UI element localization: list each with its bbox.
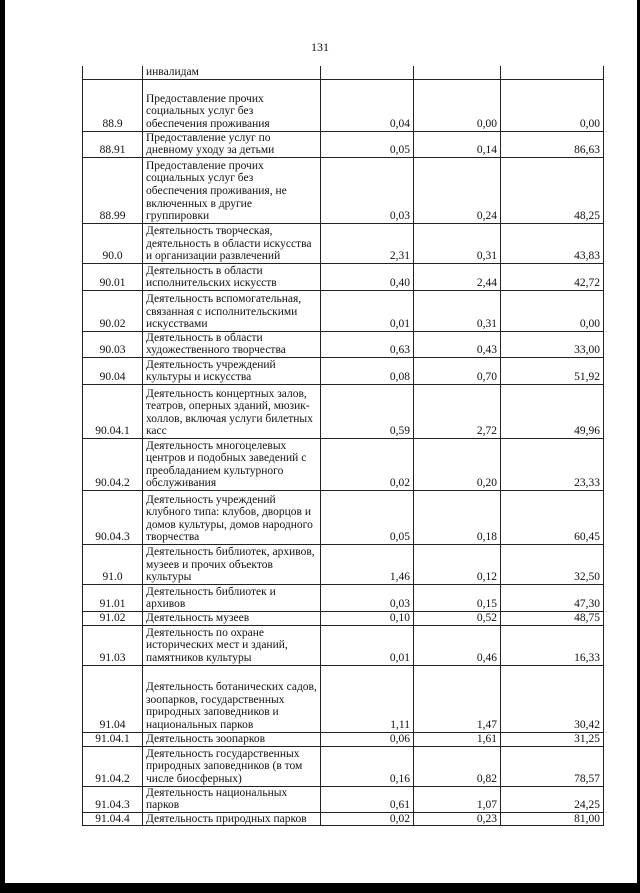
row-value-1: 0,04	[321, 79, 414, 131]
row-code: 88.91	[83, 131, 143, 157]
row-value-2: 0,70	[414, 357, 501, 384]
row-value-3: 48,25	[501, 157, 604, 223]
row-value-3: 78,57	[501, 746, 604, 786]
page-number: 131	[311, 40, 329, 54]
row-value-1: 0,01	[321, 290, 414, 331]
table-row	[83, 263, 604, 290]
row-value-2: 1,07	[414, 786, 501, 812]
row-value-3: 33,00	[501, 331, 604, 357]
row-code: 90.02	[83, 290, 143, 331]
row-code: 90.04.1	[83, 384, 143, 438]
table-row	[83, 357, 604, 384]
row-value-2	[414, 66, 501, 79]
row-name: Деятельность зоопарков	[143, 732, 321, 746]
row-code: 90.03	[83, 331, 143, 357]
row-value-3: 48,75	[501, 611, 604, 625]
row-code: 91.03	[83, 625, 143, 665]
row-value-2: 2,72	[414, 384, 501, 438]
row-value-1: 0,02	[321, 438, 414, 490]
row-value-1: 0,03	[321, 584, 414, 611]
row-value-2: 0,46	[414, 625, 501, 665]
row-value-3: 49,96	[501, 384, 604, 438]
row-code: 90.04	[83, 357, 143, 384]
row-name: Деятельность национальных парков	[143, 786, 321, 812]
table-row	[83, 384, 604, 438]
row-code: 90.0	[83, 223, 143, 263]
row-code: 90.04.2	[83, 438, 143, 490]
row-code: 91.0	[83, 544, 143, 584]
row-code: 88.9	[83, 79, 143, 131]
row-name: Деятельность в области художественного творчества	[143, 331, 321, 357]
row-value-3: 32,50	[501, 544, 604, 584]
table-row	[83, 625, 604, 665]
row-value-2: 0,31	[414, 290, 501, 331]
row-value-1: 0,03	[321, 157, 414, 223]
table-row	[83, 290, 604, 331]
row-code: 91.04	[83, 665, 143, 732]
row-value-1: 0,02	[321, 812, 414, 826]
row-value-3: 81,00	[501, 812, 604, 826]
table-row	[83, 611, 604, 625]
row-value-2: 0,23	[414, 812, 501, 826]
row-code: 91.04.4	[83, 812, 143, 826]
row-name: Деятельность учреждений культуры и искусства	[143, 357, 321, 384]
row-name: Деятельность библиотек и архивов	[143, 584, 321, 611]
row-code: 91.02	[83, 611, 143, 625]
row-value-1: 2,31	[321, 223, 414, 263]
row-code: 91.01	[83, 584, 143, 611]
row-value-3: 31,25	[501, 732, 604, 746]
table-body	[83, 66, 604, 826]
row-value-2: 0,43	[414, 331, 501, 357]
row-name: инвалидам	[143, 66, 321, 79]
row-code: 91.04.1	[83, 732, 143, 746]
row-value-2: 1,61	[414, 732, 501, 746]
row-value-1	[321, 66, 414, 79]
row-name: Деятельность государственных природных заповедников (в том числе биосферных)	[143, 746, 321, 786]
row-code: 90.04.3	[83, 490, 143, 544]
table-row	[83, 786, 604, 812]
row-value-3: 43,83	[501, 223, 604, 263]
row-value-3: 51,92	[501, 357, 604, 384]
row-value-3: 42,72	[501, 263, 604, 290]
row-name: Предоставление услуг по дневному уходу за детьми	[143, 131, 321, 157]
row-value-1: 0,08	[321, 357, 414, 384]
table-row	[83, 665, 604, 732]
row-code: 91.04.3	[83, 786, 143, 812]
row-value-1: 0,40	[321, 263, 414, 290]
row-value-1: 1,11	[321, 665, 414, 732]
row-value-2: 0,15	[414, 584, 501, 611]
row-value-1: 0,05	[321, 131, 414, 157]
row-value-3: 47,30	[501, 584, 604, 611]
row-value-3: 30,42	[501, 665, 604, 732]
row-name: Деятельность по охране исторических мест и зданий, памятников культуры	[143, 625, 321, 665]
row-value-3: 24,25	[501, 786, 604, 812]
row-value-2: 0,18	[414, 490, 501, 544]
table-row	[83, 812, 604, 826]
table-row	[83, 746, 604, 786]
table-row	[83, 223, 604, 263]
row-value-2: 1,47	[414, 665, 501, 732]
row-value-1: 0,06	[321, 732, 414, 746]
scan-border-bottom	[0, 883, 640, 893]
row-value-2: 0,52	[414, 611, 501, 625]
row-value-3: 23,33	[501, 438, 604, 490]
row-name: Деятельность библиотек, архивов, музеев и прочих объектов культуры	[143, 544, 321, 584]
row-value-2: 0,31	[414, 223, 501, 263]
row-value-2: 0,12	[414, 544, 501, 584]
row-value-1: 0,05	[321, 490, 414, 544]
table-row	[83, 79, 604, 131]
row-name: Деятельность музеев	[143, 611, 321, 625]
row-value-3	[501, 66, 604, 79]
row-value-3: 60,45	[501, 490, 604, 544]
scan-border-left	[0, 0, 5, 893]
row-value-1: 1,46	[321, 544, 414, 584]
row-value-1: 0,01	[321, 625, 414, 665]
table-row	[83, 732, 604, 746]
row-value-1: 0,10	[321, 611, 414, 625]
table-row	[83, 490, 604, 544]
table-row	[83, 66, 604, 79]
row-value-3: 0,00	[501, 290, 604, 331]
table-row	[83, 544, 604, 584]
row-value-3: 86,63	[501, 131, 604, 157]
row-code	[83, 66, 143, 79]
row-name: Деятельность учреждений клубного типа: клубов, дворцов и домов культуры, домов народного творчества	[143, 490, 321, 544]
row-code: 88.99	[83, 157, 143, 223]
row-name: Предоставление прочих социальных услуг без обеспечения проживания, не включенных в другие группировки	[143, 157, 321, 223]
row-value-2: 0,14	[414, 131, 501, 157]
table-row	[83, 157, 604, 223]
row-name: Деятельность вспомогательная, связанная с исполнительскими искусствами	[143, 290, 321, 331]
row-value-1: 0,63	[321, 331, 414, 357]
row-value-2: 0,00	[414, 79, 501, 131]
table-row	[83, 438, 604, 490]
row-name: Деятельность природных парков	[143, 812, 321, 826]
row-name: Деятельность в области исполнительских искусств	[143, 263, 321, 290]
row-name: Предоставление прочих социальных услуг без обеспечения проживания	[143, 79, 321, 131]
row-value-1: 0,59	[321, 384, 414, 438]
table-row	[83, 131, 604, 157]
row-value-3: 16,33	[501, 625, 604, 665]
row-name: Деятельность многоцелевых центров и подобных заведений с преобладанием культурного обслуживания	[143, 438, 321, 490]
row-name: Деятельность ботанических садов, зоопарков, государственных природных заповедников и национальных парков	[143, 665, 321, 732]
row-name: Деятельность концертных залов, театров, оперных зданий, мюзик-холлов, включая услуги билетных касс	[143, 384, 321, 438]
row-value-2: 2,44	[414, 263, 501, 290]
row-value-1: 0,16	[321, 746, 414, 786]
row-value-2: 0,24	[414, 157, 501, 223]
row-value-3: 0,00	[501, 79, 604, 131]
row-value-2: 0,20	[414, 438, 501, 490]
row-value-1: 0,61	[321, 786, 414, 812]
statistics-table	[82, 66, 604, 826]
row-code: 91.04.2	[83, 746, 143, 786]
row-code: 90.01	[83, 263, 143, 290]
row-name: Деятельность творческая, деятельность в области искусства и организации развлечений	[143, 223, 321, 263]
table-row	[83, 584, 604, 611]
table-row	[83, 331, 604, 357]
row-value-2: 0,82	[414, 746, 501, 786]
